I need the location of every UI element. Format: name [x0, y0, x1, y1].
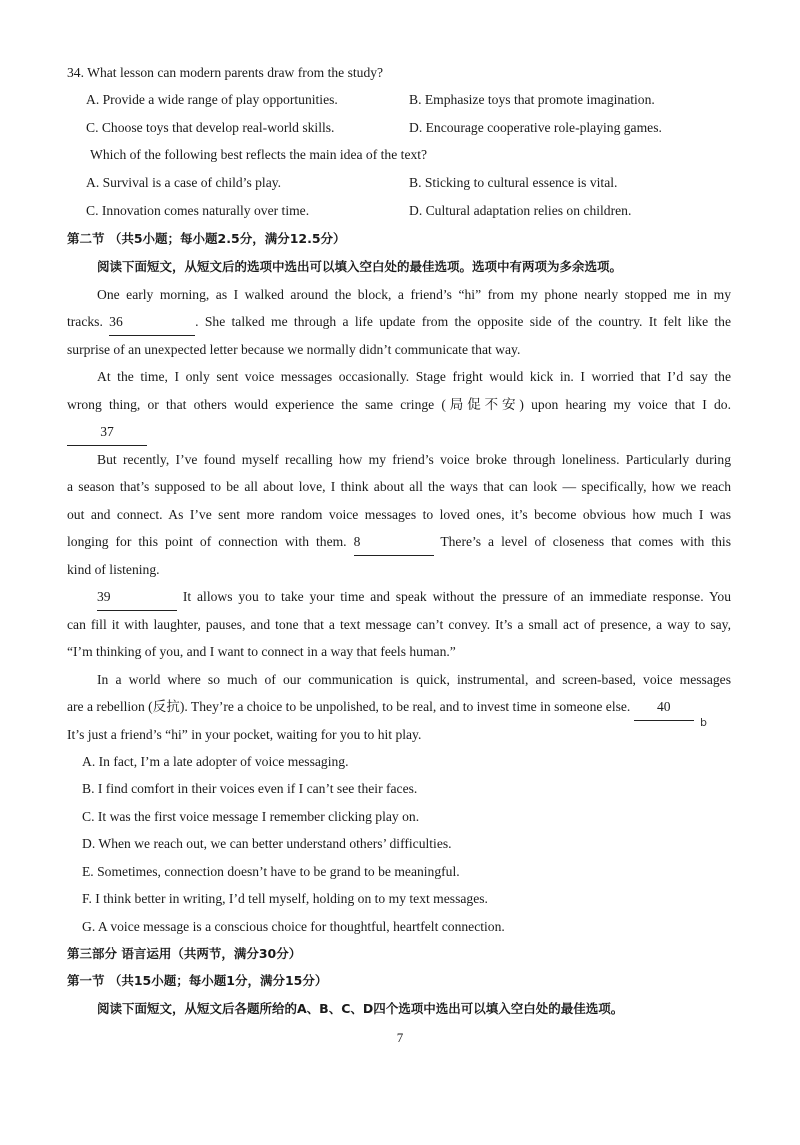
passage-text: a season that’s supposed to be all about love, I think about all the ways that can look — specifically, how we reach: [67, 479, 731, 494]
blank-38: 8: [354, 528, 434, 556]
passage-text: It allows you to take your time and speak without the pressure of an immediate response. You: [182, 589, 731, 604]
passage-text: surprise of an unexpected letter because we normally didn’t communicate that way.: [67, 342, 521, 357]
q34-option-d: D. Encourage cooperative role-playing games.: [409, 120, 662, 135]
q35-option-a: A. Survival is a case of child’s play.: [86, 175, 282, 190]
option-c: C. It was the first voice message I remember clicking play on.: [82, 809, 420, 824]
q34-option-c: C. Choose toys that develop real-world skills.: [86, 120, 335, 135]
option-b: B. I find comfort in their voices even if I can’t see their faces.: [82, 781, 418, 796]
question-35-stem: Which of the following best reflects the main idea of the text?: [90, 147, 428, 162]
q35-option-c: C. Innovation comes naturally over time.: [86, 203, 310, 218]
part-3-instruction: 阅读下面短文，从短文后各题所给的A、B、C、D四个选项中选出可以填入空白处的最佳选项。: [97, 1001, 624, 1016]
passage-line: [67, 583, 731, 611]
passage-text: are a rebellion (反抗). They’re a choice to be unpolished, to be real, and to invest time in someone else.: [67, 699, 631, 714]
option-d: D. When we reach out, we can better understand others’ difficulties.: [82, 836, 452, 851]
passage-text: wrong thing, or that others would experience the same cringe (局促不安) upon hearing my voice that I do.: [67, 397, 731, 412]
passage-text: It’s just a friend’s “hi” in your pocket, waiting for you to hit play.: [67, 727, 422, 742]
passage-text: longing for this point of connection with them.: [67, 534, 347, 549]
question-34-stem: 34. What lesson can modern parents draw from the study?: [67, 65, 384, 80]
q35-option-b: B. Sticking to cultural essence is vital.: [409, 175, 618, 190]
q35-option-d: D. Cultural adaptation relies on children.: [409, 203, 632, 218]
passage-line: [67, 418, 731, 446]
blank-39: 39: [97, 583, 177, 611]
q34-option-a: A. Provide a wide range of play opportunities.: [86, 92, 338, 107]
part-3-section-1-heading: 第一节 （共15小题；每小题1分，满分15分）: [67, 973, 328, 988]
option-f: F. I think better in writing, I’d tell myself, holding on to my text messages.: [82, 891, 488, 906]
passage-text: One early morning, as I walked around the block, a friend’s “hi” from my phone nearly stopped me in my: [97, 287, 731, 302]
option-a: A. In fact, I’m a late adopter of voice messaging.: [82, 754, 349, 769]
q34-option-b: B. Emphasize toys that promote imagination.: [409, 92, 655, 107]
option-g: G. A voice message is a conscious choice for thoughtful, heartfelt connection.: [82, 919, 505, 934]
passage-text: kind of listening.: [67, 562, 160, 577]
passage-text: There’s a level of closeness that comes with this: [440, 534, 731, 549]
passage-text: At the time, I only sent voice messages occasionally. Stage fright would kick in. I worried that I’d say the: [97, 369, 731, 384]
page-number: 7: [396, 1030, 404, 1045]
passage-line: [67, 528, 731, 556]
section-2-heading: 第二节 （共5小题；每小题2.5分，满分12.5分）: [67, 231, 346, 246]
passage-text: . She talked me through a life update from the opposite side of the country. It felt like the: [195, 314, 731, 329]
passage-text: In a world where so much of our communication is quick, instrumental, and screen-based, voice messages: [97, 672, 731, 687]
passage-text: out and connect. As I’ve sent more random voice messages to loved ones, it’s become obvious how much I was: [67, 507, 731, 522]
passage-line: [67, 308, 731, 336]
blank-36: 36: [109, 308, 195, 336]
handwritten-mark: b: [700, 716, 707, 729]
section-2-instruction: 阅读下面短文，从短文后的选项中选出可以填入空白处的最佳选项。选项中有两项为多余选项。: [97, 259, 623, 274]
passage-text: can fill it with laughter, pauses, and tone that a text message can’t convey. It’s a small act of presence, a way to say,: [67, 617, 731, 632]
passage-text: But recently, I’ve found myself recalling how my friend’s voice broke through loneliness. Particularly during: [97, 452, 731, 467]
passage-text: tracks.: [67, 314, 103, 329]
passage-text: “I’m thinking of you, and I want to connect in a way that feels human.”: [67, 644, 456, 659]
blank-37: 37: [67, 418, 147, 446]
part-3-heading: 第三部分 语言运用（共两节，满分30分）: [67, 946, 302, 961]
blank-40: 40: [634, 693, 694, 721]
option-e: E. Sometimes, connection doesn’t have to be grand to be meaningful.: [82, 864, 460, 879]
passage-line: [67, 693, 731, 721]
